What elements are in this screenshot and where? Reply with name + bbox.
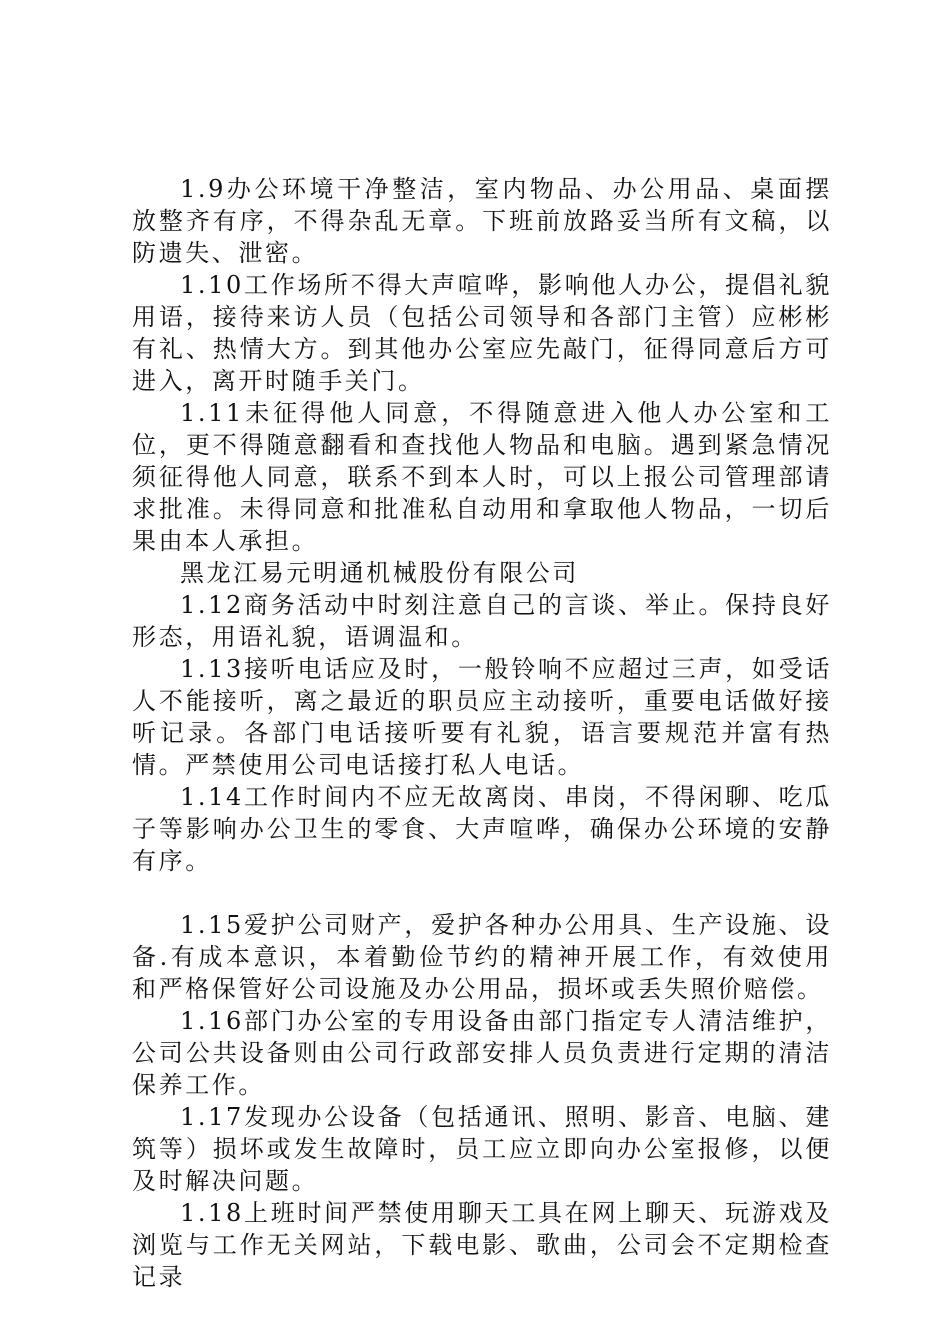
- paragraph-1-17: 1.17发现办公设备（包括通讯、照明、影音、电脑、建筑等）损坏或发生故障时，员工应立即向办公室报修，以便及时解决问题。: [132, 1103, 832, 1195]
- company-name: 黑龙江易元明通机械股份有限公司: [180, 559, 579, 587]
- paragraph-1-16: 1.16部门办公室的专用设备由部门指定专人清洁维护，公司公共设备则由公司行政部安排人员负责进行定期的清洁保养工作。: [132, 1007, 832, 1099]
- paragraph-1-15: 1.15爱护公司财产，爱护各种办公用具、生产设施、设备.有成本意识，本着勤俭节约的精神开展工作，有效使用和严格保管好公司设施及办公用品，损坏或丢失照价赔偿。: [132, 911, 832, 1003]
- paragraph-1-9: 1.9办公环境干净整洁，室内物品、办公用品、桌面摆放整齐有序，不得杂乱无章。下班前放路妥当所有文稿，以防遗失、泄密。: [132, 175, 832, 267]
- paragraph-1-11: 1.11未征得他人同意，不得随意进入他人办公室和工位，更不得随意翻看和查找他人物品和电脑。遇到紧急情况须征得他人同意，联系不到本人时，可以上报公司管理部请求批准。未得同意和批准私自动用和拿取他人物品，一切后果由本人承担。: [132, 399, 832, 555]
- paragraph-1-12: 1.12商务活动中时刻注意自己的言谈、举止。保持良好形态，用语礼貌，语调温和。: [132, 591, 832, 651]
- paragraph-1-18: 1.18上班时间严禁使用聊天工具在网上聊天、玩游戏及浏览与工作无关网站，下载电影、歌曲，公司会不定期检查记录: [132, 1199, 832, 1291]
- paragraph-1-10: 1.10工作场所不得大声喧哗，影响他人办公，提倡礼貌用语，接待来访人员（包括公司领导和各部门主管）应彬彬有礼、热情大方。到其他办公室应先敲门，征得同意后方可进入，离开时随手关门。: [132, 271, 832, 395]
- paragraph-1-14: 1.14工作时间内不应无故离岗、串岗，不得闲聊、吃瓜子等影响办公卫生的零食、大声喧哗，确保办公环境的安静有序。: [132, 783, 832, 875]
- document-body: [132, 173, 832, 1293]
- paragraph-1-13: 1.13接听电话应及时，一般铃响不应超过三声，如受话人不能接听，离之最近的职员应主动接听，重要电话做好接听记录。各部门电话接听要有礼貌，语言要规范并富有热情。严禁使用公司电话接打私人电话。: [132, 655, 832, 779]
